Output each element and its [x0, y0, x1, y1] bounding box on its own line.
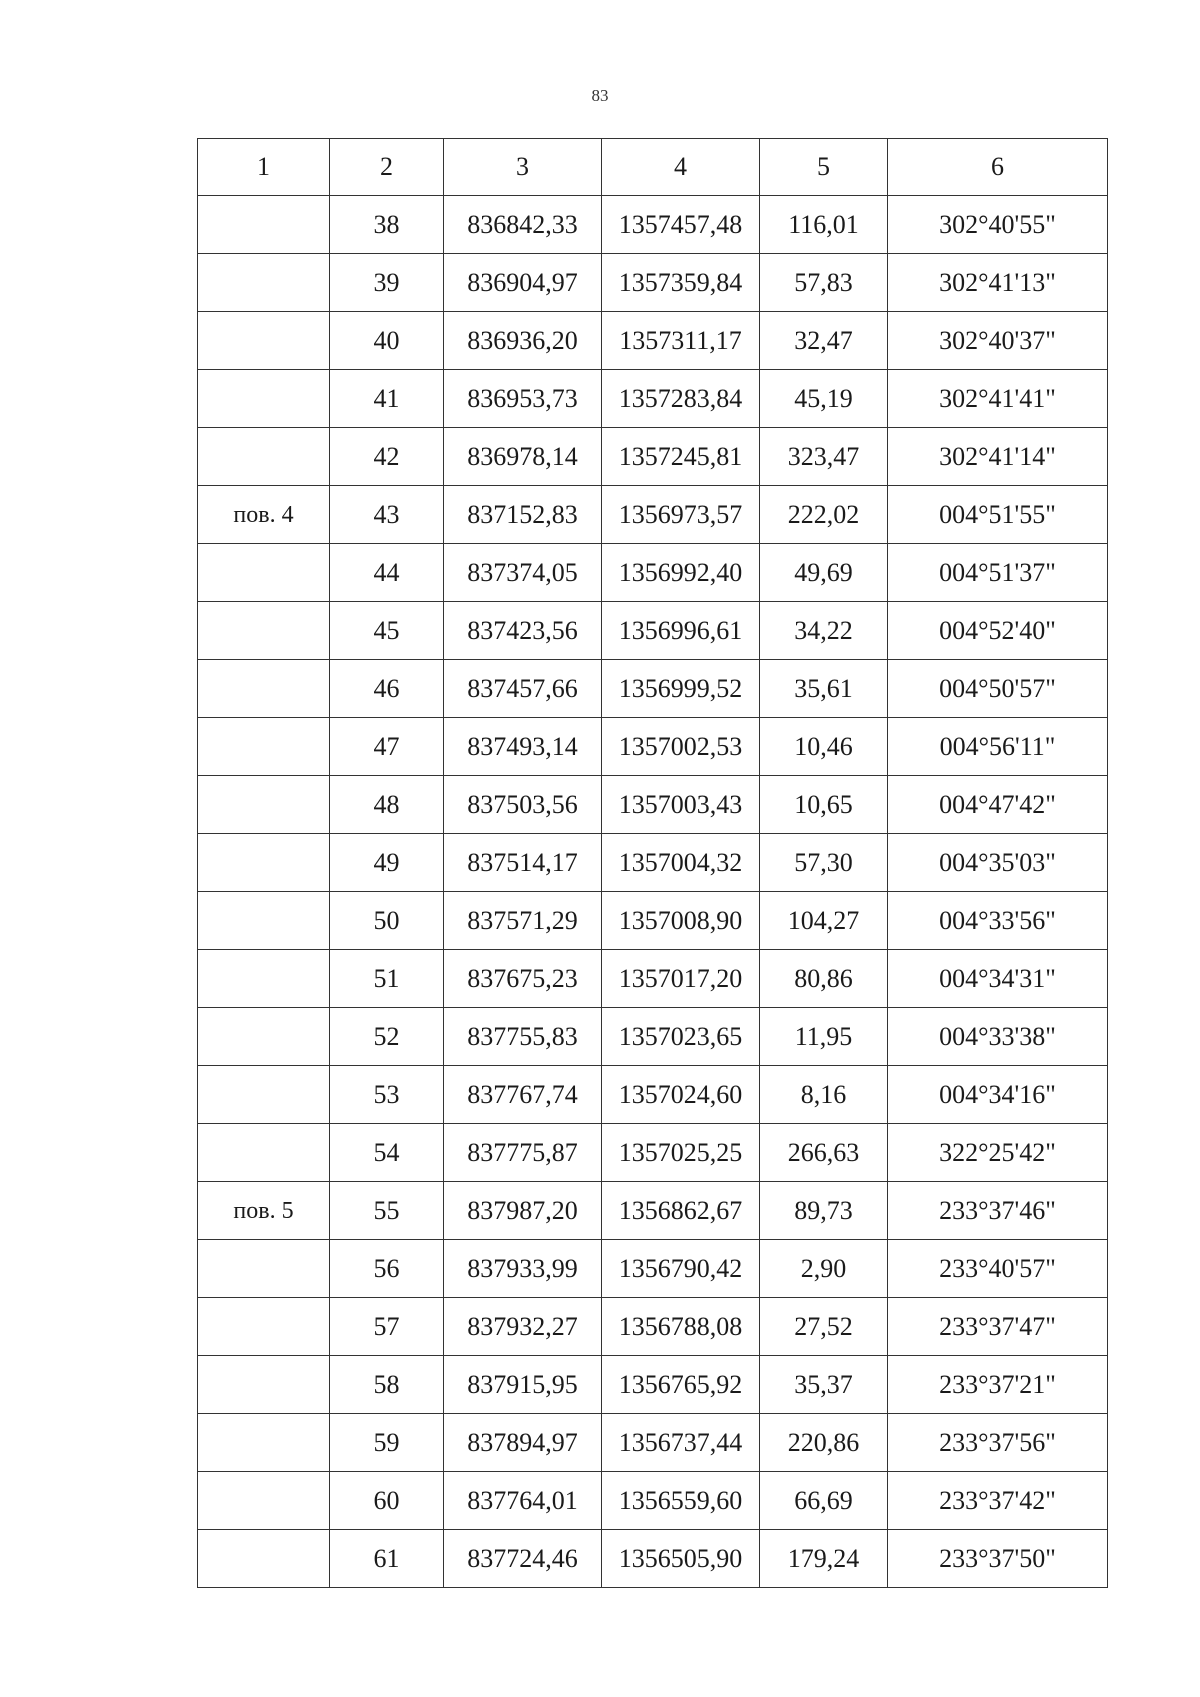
header-col-6: 6 [888, 139, 1108, 196]
point-number-cell: 40 [330, 312, 444, 370]
distance-cell: 104,27 [760, 892, 888, 950]
coord-y-cell: 1356999,52 [602, 660, 760, 718]
coord-y-cell: 1356505,90 [602, 1530, 760, 1588]
table-row [198, 428, 1108, 486]
point-number-cell: 61 [330, 1530, 444, 1588]
table-row [198, 196, 1108, 254]
coord-x-cell: 836978,14 [444, 428, 602, 486]
angle-cell: 004°34'31" [888, 950, 1108, 1008]
distance-cell: 32,47 [760, 312, 888, 370]
point-number-cell: 38 [330, 196, 444, 254]
turn-marker-cell [198, 1414, 330, 1472]
point-number-cell: 60 [330, 1472, 444, 1530]
point-number-cell: 48 [330, 776, 444, 834]
distance-cell: 116,01 [760, 196, 888, 254]
coord-y-cell: 1357023,65 [602, 1008, 760, 1066]
header-col-4: 4 [602, 139, 760, 196]
coord-y-cell: 1357003,43 [602, 776, 760, 834]
table-row [198, 660, 1108, 718]
coord-x-cell: 837457,66 [444, 660, 602, 718]
header-col-1: 1 [198, 139, 330, 196]
coord-y-cell: 1357359,84 [602, 254, 760, 312]
coord-y-cell: 1357017,20 [602, 950, 760, 1008]
table-row [198, 892, 1108, 950]
angle-cell: 302°40'55" [888, 196, 1108, 254]
point-number-cell: 43 [330, 486, 444, 544]
distance-cell: 11,95 [760, 1008, 888, 1066]
point-number-cell: 39 [330, 254, 444, 312]
table-row [198, 486, 1108, 544]
point-number-cell: 53 [330, 1066, 444, 1124]
table-row [198, 1356, 1108, 1414]
distance-cell: 57,30 [760, 834, 888, 892]
table-row [198, 1472, 1108, 1530]
angle-cell: 233°37'21" [888, 1356, 1108, 1414]
turn-marker-cell [198, 1472, 330, 1530]
coord-y-cell: 1356788,08 [602, 1298, 760, 1356]
turn-marker-cell [198, 834, 330, 892]
coord-y-cell: 1356992,40 [602, 544, 760, 602]
angle-cell: 004°52'40" [888, 602, 1108, 660]
table-row [198, 1240, 1108, 1298]
table-row [198, 1298, 1108, 1356]
coord-x-cell: 837755,83 [444, 1008, 602, 1066]
coord-x-cell: 836904,97 [444, 254, 602, 312]
angle-cell: 004°50'57" [888, 660, 1108, 718]
table-row [198, 370, 1108, 428]
coord-y-cell: 1357002,53 [602, 718, 760, 776]
angle-cell: 302°41'14" [888, 428, 1108, 486]
turn-marker-cell [198, 892, 330, 950]
distance-cell: 57,83 [760, 254, 888, 312]
turn-marker-cell [198, 602, 330, 660]
coord-y-cell: 1357008,90 [602, 892, 760, 950]
distance-cell: 35,37 [760, 1356, 888, 1414]
distance-cell: 45,19 [760, 370, 888, 428]
table-row [198, 776, 1108, 834]
coord-x-cell: 837152,83 [444, 486, 602, 544]
table-row [198, 1066, 1108, 1124]
turn-marker-cell [198, 254, 330, 312]
coord-y-cell: 1356737,44 [602, 1414, 760, 1472]
distance-cell: 222,02 [760, 486, 888, 544]
point-number-cell: 55 [330, 1182, 444, 1240]
distance-cell: 89,73 [760, 1182, 888, 1240]
coord-y-cell: 1357283,84 [602, 370, 760, 428]
angle-cell: 004°56'11" [888, 718, 1108, 776]
point-number-cell: 50 [330, 892, 444, 950]
distance-cell: 10,65 [760, 776, 888, 834]
table-row [198, 544, 1108, 602]
angle-cell: 302°40'37" [888, 312, 1108, 370]
coord-y-cell: 1356559,60 [602, 1472, 760, 1530]
turn-marker-cell [198, 718, 330, 776]
table-row [198, 1530, 1108, 1588]
coord-x-cell: 836953,73 [444, 370, 602, 428]
distance-cell: 220,86 [760, 1414, 888, 1472]
coord-y-cell: 1356996,61 [602, 602, 760, 660]
angle-cell: 233°37'42" [888, 1472, 1108, 1530]
point-number-cell: 45 [330, 602, 444, 660]
point-number-cell: 49 [330, 834, 444, 892]
angle-cell: 233°37'50" [888, 1530, 1108, 1588]
distance-cell: 179,24 [760, 1530, 888, 1588]
distance-cell: 34,22 [760, 602, 888, 660]
coord-x-cell: 837775,87 [444, 1124, 602, 1182]
distance-cell: 2,90 [760, 1240, 888, 1298]
coord-x-cell: 837724,46 [444, 1530, 602, 1588]
coord-x-cell: 836842,33 [444, 196, 602, 254]
coord-x-cell: 837915,95 [444, 1356, 602, 1414]
header-col-5: 5 [760, 139, 888, 196]
turn-marker-cell [198, 370, 330, 428]
table-body [198, 196, 1108, 1588]
angle-cell: 004°51'37" [888, 544, 1108, 602]
point-number-cell: 56 [330, 1240, 444, 1298]
coord-x-cell: 837933,99 [444, 1240, 602, 1298]
distance-cell: 323,47 [760, 428, 888, 486]
angle-cell: 004°33'56" [888, 892, 1108, 950]
coord-x-cell: 837423,56 [444, 602, 602, 660]
turn-marker-cell [198, 776, 330, 834]
coord-y-cell: 1357457,48 [602, 196, 760, 254]
table-row [198, 1414, 1108, 1472]
coord-x-cell: 837514,17 [444, 834, 602, 892]
angle-cell: 004°33'38" [888, 1008, 1108, 1066]
coord-x-cell: 837932,27 [444, 1298, 602, 1356]
coord-y-cell: 1357025,25 [602, 1124, 760, 1182]
angle-cell: 004°34'16" [888, 1066, 1108, 1124]
turn-marker-cell [198, 428, 330, 486]
turn-marker-cell [198, 196, 330, 254]
point-number-cell: 52 [330, 1008, 444, 1066]
angle-cell: 233°37'47" [888, 1298, 1108, 1356]
coord-x-cell: 837571,29 [444, 892, 602, 950]
coord-x-cell: 837894,97 [444, 1414, 602, 1472]
coordinates-table [197, 138, 1108, 1588]
turn-marker-cell [198, 544, 330, 602]
turn-marker-cell [198, 660, 330, 718]
coord-x-cell: 837767,74 [444, 1066, 602, 1124]
table-row [198, 718, 1108, 776]
table-row [198, 834, 1108, 892]
turn-marker-cell [198, 1356, 330, 1414]
distance-cell: 49,69 [760, 544, 888, 602]
turn-marker-cell: пов. 4 [198, 486, 330, 544]
coord-y-cell: 1357004,32 [602, 834, 760, 892]
turn-marker-cell [198, 1530, 330, 1588]
angle-cell: 322°25'42" [888, 1124, 1108, 1182]
turn-marker-cell [198, 1298, 330, 1356]
table-row [198, 254, 1108, 312]
angle-cell: 004°51'55" [888, 486, 1108, 544]
distance-cell: 8,16 [760, 1066, 888, 1124]
turn-marker-cell [198, 1124, 330, 1182]
coord-x-cell: 837675,23 [444, 950, 602, 1008]
coord-y-cell: 1357311,17 [602, 312, 760, 370]
coord-y-cell: 1356790,42 [602, 1240, 760, 1298]
angle-cell: 233°40'57" [888, 1240, 1108, 1298]
header-col-3: 3 [444, 139, 602, 196]
angle-cell: 302°41'13" [888, 254, 1108, 312]
coord-y-cell: 1356765,92 [602, 1356, 760, 1414]
coord-y-cell: 1356973,57 [602, 486, 760, 544]
table-row [198, 312, 1108, 370]
distance-cell: 80,86 [760, 950, 888, 1008]
turn-marker-cell [198, 950, 330, 1008]
coord-x-cell: 837503,56 [444, 776, 602, 834]
point-number-cell: 58 [330, 1356, 444, 1414]
point-number-cell: 44 [330, 544, 444, 602]
coord-y-cell: 1357024,60 [602, 1066, 760, 1124]
point-number-cell: 46 [330, 660, 444, 718]
point-number-cell: 59 [330, 1414, 444, 1472]
angle-cell: 004°47'42" [888, 776, 1108, 834]
angle-cell: 233°37'46" [888, 1182, 1108, 1240]
point-number-cell: 57 [330, 1298, 444, 1356]
point-number-cell: 42 [330, 428, 444, 486]
header-row [198, 139, 1108, 196]
coord-x-cell: 836936,20 [444, 312, 602, 370]
header-col-2: 2 [330, 139, 444, 196]
page-number: 83 [591, 86, 609, 105]
turn-marker-cell [198, 1066, 330, 1124]
distance-cell: 35,61 [760, 660, 888, 718]
table-row [198, 1008, 1108, 1066]
turn-marker-cell [198, 1008, 330, 1066]
table-row [198, 602, 1108, 660]
point-number-cell: 47 [330, 718, 444, 776]
coord-y-cell: 1357245,81 [602, 428, 760, 486]
coord-x-cell: 837987,20 [444, 1182, 602, 1240]
coord-x-cell: 837493,14 [444, 718, 602, 776]
coord-x-cell: 837764,01 [444, 1472, 602, 1530]
angle-cell: 302°41'41" [888, 370, 1108, 428]
turn-marker-cell [198, 312, 330, 370]
angle-cell: 004°35'03" [888, 834, 1108, 892]
point-number-cell: 51 [330, 950, 444, 1008]
table-row [198, 1124, 1108, 1182]
distance-cell: 66,69 [760, 1472, 888, 1530]
point-number-cell: 41 [330, 370, 444, 428]
distance-cell: 266,63 [760, 1124, 888, 1182]
angle-cell: 233°37'56" [888, 1414, 1108, 1472]
point-number-cell: 54 [330, 1124, 444, 1182]
table-row [198, 950, 1108, 1008]
distance-cell: 10,46 [760, 718, 888, 776]
coord-x-cell: 837374,05 [444, 544, 602, 602]
table-row [198, 1182, 1108, 1240]
turn-marker-cell [198, 1240, 330, 1298]
turn-marker-cell: пов. 5 [198, 1182, 330, 1240]
distance-cell: 27,52 [760, 1298, 888, 1356]
table-header [198, 139, 1108, 196]
coord-y-cell: 1356862,67 [602, 1182, 760, 1240]
